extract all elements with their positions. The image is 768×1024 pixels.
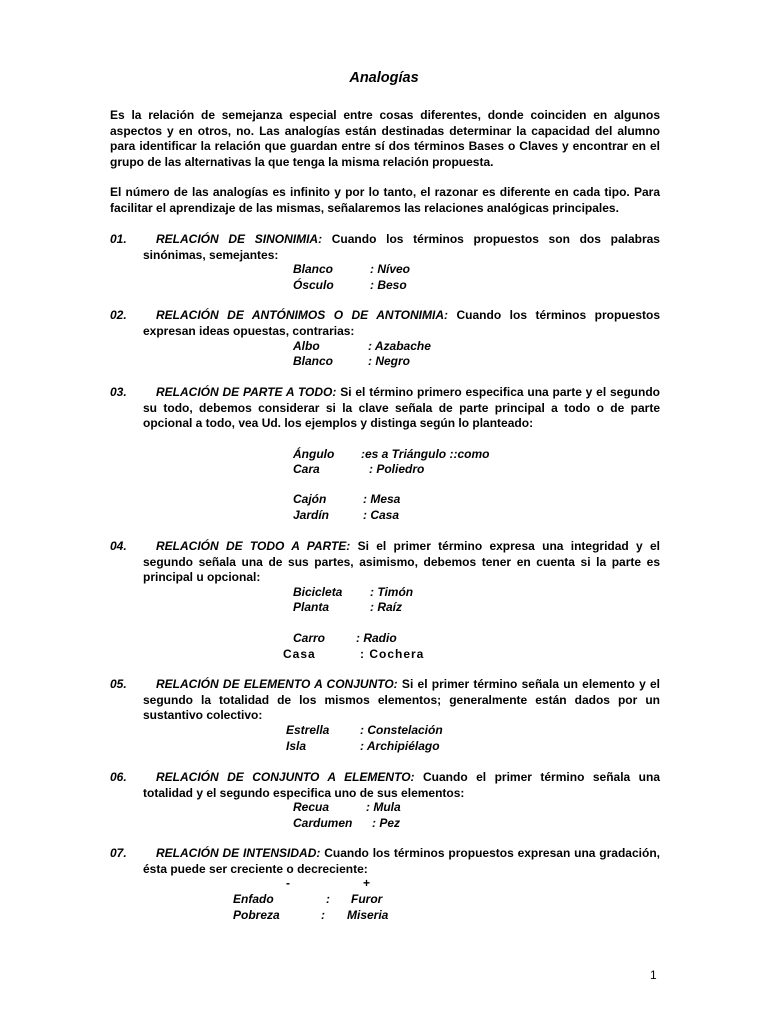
example-term-b: :es a Triángulo ::como [361,447,490,461]
section-number: 01. [110,232,127,246]
example-term-b: : Radio [356,631,397,645]
section-description: Cuando los términos propuestos expresan una gradación, ésta puede ser creciente o decreciente: [143,846,660,876]
section-number: 06. [110,770,127,784]
section-description: Si el primer término señala un elemento y el segundo la totalidad de los mismos elementos; generalmente están dados por un sustantivo colectivo: [143,677,661,723]
section-text [110,385,660,432]
example-term-a: Casa [283,647,316,661]
example-separator: : [326,892,330,906]
section-elemento-a-conjunto [110,677,660,724]
intro-paragraph-2: El número de las analogías es infinito y por lo tanto, el razonar es diferente en cada tipo. Para facilitar el aprendizaje de las mismas, señalaremos las relaciones analógicas principales. [110,185,660,215]
example-term-b: : Cochera [360,647,425,661]
example-term-b: : Raíz [370,600,403,614]
section-title: RELACIÓN DE PARTE A TODO: [156,385,337,399]
example-term-a: Ósculo [293,278,334,292]
section-text [110,677,660,724]
example-term-b: : Negro [368,354,410,368]
section-number: 05. [110,677,127,691]
section-title: RELACIÓN DE CONJUNTO A ELEMENTO: [156,770,415,784]
plus-sign: + [363,876,371,890]
section-text [110,770,660,801]
example-term-a: Albo [293,339,320,353]
section-text [110,232,660,263]
example-term-b: : Pez [372,816,401,830]
example-term-b: : Mesa [363,492,401,506]
example-term-a: Blanco [293,354,334,368]
intro-paragraph-1: Es la relación de semejanza especial entre cosas diferentes, donde coinciden en algunos aspectos y en otros, no. Las analogías están destinadas determinar la capacidad del alumno para identificar la relación que guardan entre sí dos términos Bases o Claves y encontrar en el grupo de las alternativas la que tenga la misma relación propuesta. [110,108,660,169]
section-description: Cuando el primer término señala una totalidad y el segundo especifica uno de sus elementos: [143,770,661,800]
section-antonimia [110,308,660,339]
section-number: 04. [110,539,127,553]
section-title: RELACIÓN DE SINONIMIA: [156,232,323,246]
example-term-b: Miseria [347,908,389,922]
example-term-a: Carro [293,631,326,645]
section-text [110,539,660,586]
example-separator: : [321,908,325,922]
section-conjunto-a-elemento [110,770,660,801]
example-term-a: Estrella [286,723,330,737]
section-intensidad [110,846,660,877]
section-text [110,846,660,877]
example-term-a: Jardín [293,508,330,522]
page-number: 1 [650,968,657,982]
example-term-a: Ángulo [293,447,335,461]
example-term-a: Cajón [293,492,327,506]
example-term-a: Cara [293,462,320,476]
section-description: Si el primer término expresa una integridad y el segundo señala una de sus partes, asimismo, debemos tener en cuenta si la parte es principal u opcional: [143,539,661,585]
section-description: Si el término primero especifica una parte y el segundo su todo, debemos considerar si la clave señala de parte principal a todo o de parte opcional a todo, vea Ud. los ejemplos y distinga según lo planteado: [143,385,660,431]
section-sinonimia [110,232,660,263]
section-number: 03. [110,385,127,399]
example-term-b: : Mula [366,800,401,814]
example-term-a: Blanco [293,262,334,276]
example-term-b: : Casa [363,508,400,522]
section-description: Cuando los términos propuestos expresan ideas opuestas, contrarias: [143,308,660,338]
example-term-a: Bicicleta [293,585,343,599]
example-term-a: Enfado [233,892,274,906]
section-title: RELACIÓN DE ANTÓNIMOS O DE ANTONIMIA: [156,308,449,322]
example-term-a: Planta [293,600,330,614]
section-title: RELACIÓN DE TODO A PARTE: [156,539,351,553]
example-term-b: : Constelación [360,723,443,737]
example-term-b: : Archipiélago [360,739,440,753]
page-title: Analogías [349,70,419,86]
example-term-a: Cardumen [293,816,353,830]
example-term-a: Isla [286,739,307,753]
example-term-b: : Poliedro [369,462,425,476]
section-title: RELACIÓN DE ELEMENTO A CONJUNTO: [156,677,398,691]
minus-sign: - [286,876,290,890]
section-text [110,308,660,339]
section-number: 02. [110,308,127,322]
example-term-b: Furor [351,892,383,906]
section-number: 07. [110,846,127,860]
example-term-b: : Beso [370,278,407,292]
example-term-a: Pobreza [233,908,280,922]
section-parte-a-todo [110,385,660,432]
example-term-b: : Timón [370,585,414,599]
example-term-a: Recua [293,800,330,814]
section-title: RELACIÓN DE INTENSIDAD: [156,846,321,860]
section-description: Cuando los términos propuestos son dos palabras sinónimas, semejantes: [143,232,660,262]
example-term-b: : Azabache [368,339,431,353]
example-term-b: : Níveo [370,262,411,276]
section-todo-a-parte [110,539,660,586]
